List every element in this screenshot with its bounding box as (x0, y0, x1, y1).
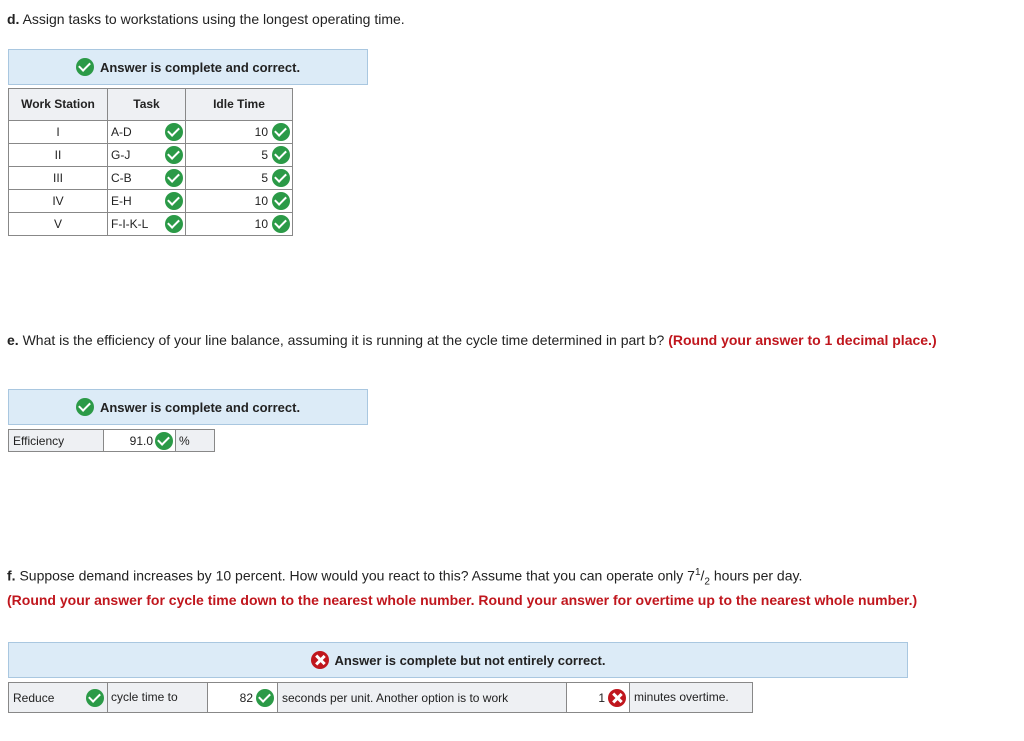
part-d-banner (8, 49, 368, 85)
idle-input[interactable]: 10 (186, 190, 293, 213)
station-cell: IV (9, 190, 108, 213)
check-icon (272, 192, 290, 210)
idle-input[interactable]: 10 (186, 213, 293, 236)
table-row (9, 121, 293, 144)
table-row (9, 167, 293, 190)
check-icon (165, 123, 183, 141)
banner-text: Answer is complete but not entirely correct. (334, 652, 606, 668)
header-idle: Idle Time (186, 89, 293, 121)
task-input[interactable]: A-D (108, 121, 186, 144)
workstation-table (8, 88, 293, 236)
check-icon (155, 432, 173, 450)
check-icon (272, 123, 290, 141)
check-icon (272, 215, 290, 233)
header-station: Work Station (9, 89, 108, 121)
station-cell: II (9, 144, 108, 167)
task-input[interactable]: C-B (108, 167, 186, 190)
part-e-banner (8, 389, 368, 425)
table-row (9, 213, 293, 236)
check-icon (165, 192, 183, 210)
idle-input[interactable]: 10 (186, 121, 293, 144)
check-icon (76, 58, 94, 76)
station-cell: V (9, 213, 108, 236)
check-icon (165, 146, 183, 164)
banner-text: Answer is complete and correct. (99, 59, 301, 75)
check-icon (165, 169, 183, 187)
part-e-question: e. What is the efficiency of your line balance, assuming it is running at the cycle time determined in part b? (Round your answer to 1 decimal place.) (7, 332, 937, 348)
check-icon (272, 169, 290, 187)
cycle-time-input[interactable]: 82 (207, 682, 278, 713)
table-row (9, 190, 293, 213)
task-input[interactable]: E-H (108, 190, 186, 213)
banner-text: Answer is complete and correct. (99, 399, 301, 415)
station-cell: I (9, 121, 108, 144)
task-input[interactable]: F-I-K-L (108, 213, 186, 236)
overtime-label: minutes overtime. (629, 682, 753, 713)
part-f-banner (8, 642, 908, 678)
header-task: Task (108, 89, 186, 121)
idle-input[interactable]: 5 (186, 167, 293, 190)
x-mark-icon (608, 689, 626, 707)
idle-input[interactable]: 5 (186, 144, 293, 167)
percent-unit: % (175, 429, 215, 452)
overtime-input[interactable]: 1 (566, 682, 630, 713)
efficiency-label: Efficiency (8, 429, 104, 452)
check-icon (165, 215, 183, 233)
check-icon (272, 146, 290, 164)
x-mark-icon (311, 651, 329, 669)
cycle-time-label: cycle time to (107, 682, 208, 713)
task-input[interactable]: G-J (108, 144, 186, 167)
table-row (9, 144, 293, 167)
station-cell: III (9, 167, 108, 190)
part-d-question: d. Assign tasks to workstations using the longest operating time. (7, 11, 405, 27)
reduce-label: Reduce (8, 682, 108, 713)
efficiency-input[interactable]: 91.0 (103, 429, 176, 452)
check-icon (76, 398, 94, 416)
part-f-question: f. Suppose demand increases by 10 percent. How would you react to this? Assume that you can operate only $7^1/_2$ hours per day. (Round your answer for cycle time down to the nearest whole number. Round your answer for overtime up to the nearest whole number.) (7, 567, 918, 609)
check-icon (256, 689, 274, 707)
check-icon (86, 689, 104, 707)
mid-text: seconds per unit. Another option is to work (277, 682, 567, 713)
